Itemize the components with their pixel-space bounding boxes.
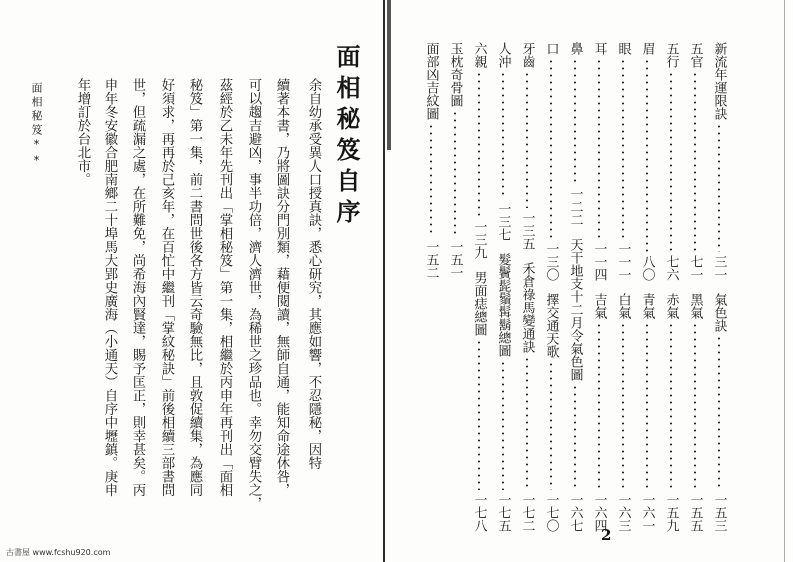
preface-column: 申年冬安徽合肥南鄉二十埠馬大郢史廣海（小通天）自序中壢鎮。庚申 [102,78,117,497]
toc-entry[interactable] [494,253,513,532]
toc-dot-leader [430,123,432,237]
book-spine-shadow-fold [387,0,391,150]
toc-column [517,42,537,532]
toc-label: 禾倉祿馬變通訣 [519,261,535,353]
toc-dot-leader [502,71,504,199]
toc-page-number: 一三五 [519,210,535,250]
toc-entry[interactable] [470,271,489,532]
toc-entry[interactable] [542,293,561,532]
preface-column: 余自幼承受異人口授真訣，悉心研究，其應如響，不忍隱秘，因特 [306,78,321,470]
toc-entry[interactable] [542,42,561,281]
toc-entry[interactable] [566,238,585,532]
toc-entry[interactable] [494,42,513,241]
toc-entry[interactable] [686,42,705,281]
toc-dot-leader [670,71,672,252]
toc-column [565,42,585,532]
toc-label: 青氣 [639,293,655,319]
toc-page-number: 一六一 [639,493,655,532]
toc-entry[interactable] [710,42,729,281]
toc-dot-leader [550,361,552,490]
toc-dot-leader [718,123,720,252]
toc-entry[interactable] [446,42,465,279]
toc-dot-leader [502,360,504,490]
toc-column [589,42,609,532]
toc-label: 五行 [663,42,679,68]
toc-page-number: 一五三 [711,493,727,532]
toc-dot-leader [478,339,480,490]
toc-label: 六親 [471,42,487,68]
toc-page-number: 一五一 [447,240,463,279]
toc-label: 赤氣 [663,293,679,319]
toc-entry[interactable] [614,293,633,532]
toc-label: 口 [543,42,559,55]
toc-page-number: 一七五 [495,493,511,532]
toc-page-number: 七六 [663,255,679,281]
toc-label: 吉氣 [591,293,607,319]
toc-label: 氣色訣 [711,293,727,332]
toc-label: 眉 [639,42,655,55]
toc-page-number: 一三九 [471,220,487,260]
toc-entry[interactable] [662,42,681,281]
book-spine-shadow [383,0,385,562]
toc-dot-leader [622,322,624,490]
toc-dot-leader [550,58,552,239]
toc-entry[interactable] [590,293,609,532]
page-number: 2 [601,526,612,544]
toc-label: 耳 [591,42,607,55]
toc-label: 面部凶吉紋圖 [423,42,439,120]
preface-column: 續著本書，乃將圖訣分門別類，藉便閱讀，無師自通，能知命途休咎， [274,78,289,497]
toc-entry[interactable] [470,42,489,259]
toc-label: 新流年運限訣 [711,42,727,120]
toc-dot-leader [574,384,576,490]
toc-dot-leader [478,71,480,217]
toc-dot-leader [646,58,648,252]
toc-label: 鼻 [567,42,583,55]
site-watermark: 古書屋 www.fcshu920.com [6,548,111,557]
toc-label: 玉枕奇骨圖 [447,42,463,107]
toc-page-number: 一六七 [567,493,583,532]
toc-entry[interactable] [590,42,609,281]
toc-entry[interactable] [638,293,657,532]
toc-entry[interactable] [566,42,585,226]
toc-page-number: 八〇 [639,255,655,281]
toc-entry[interactable] [710,293,729,532]
toc-column [469,42,489,532]
toc-column [709,42,729,532]
toc-label: 牙齒 [519,42,535,68]
preface-column: 年增訂於台北市。 [75,78,90,186]
preface-title: 面相秘笈自序 [332,44,361,230]
toc-dot-leader [694,322,696,490]
toc-dot-leader [670,322,672,490]
toc-label: 眼 [615,42,631,55]
toc-label: 男面痣總圖 [471,271,487,337]
toc-entry[interactable] [686,293,705,532]
toc-entry[interactable] [518,262,537,532]
toc-page-number: 一七八 [471,493,487,532]
preface-column: 秘笈」第一集，前二書問世後各方皆云奇驗無比，且敦促續集，為應同 [187,78,202,497]
toc-column [541,42,561,532]
toc-page-number: 一三〇 [543,242,559,281]
toc-page-number: 一五九 [663,493,679,532]
toc-dot-leader [526,71,528,208]
toc-label: 人沖 [495,42,511,68]
toc-dot-leader [598,58,600,239]
toc-label: 髮鬢髭鬚髯鬍總圖 [495,253,511,358]
toc-column [637,42,657,532]
toc-page-number: 一一一 [615,242,631,281]
toc-column [421,42,441,532]
toc-page-number: 一七〇 [543,493,559,532]
toc-dot-leader [646,322,648,490]
toc-label: 白氣 [615,293,631,319]
toc-page-number: 一六四 [591,493,607,532]
toc-dot-leader [694,71,696,252]
toc-dot-leader [622,58,624,239]
toc-label: 五官 [687,42,703,68]
toc-page-number: 一三七 [495,202,511,242]
toc-column [661,42,681,532]
toc-page-number: 三一 [711,255,727,281]
toc-dot-leader [718,335,720,490]
toc-entry[interactable] [614,42,633,281]
toc-entry[interactable] [662,293,681,532]
toc-label: 黑氣 [687,293,703,319]
toc-dot-leader [526,356,528,490]
toc-page-number: 一二二 [567,186,583,226]
toc-page-number: 一六三 [615,493,631,532]
toc-page-number: 七一 [687,255,703,281]
toc-page-number: 一七二 [519,493,535,532]
preface-column: 茲經於乙未年先刊出「掌相秘笈」第一集，相繼於丙申年再刊出「面相 [217,78,232,497]
toc-entry[interactable] [638,42,657,281]
preface-column: 好須求，再再於己亥年，在百忙中繼刊「掌紋秘訣」前後相續三部書問 [159,78,174,497]
toc-dot-leader [574,58,576,184]
toc-page-number: 一五五 [687,493,703,532]
running-title: 面相秘笈** [30,82,43,170]
preface-column: 世，但疏漏之處，在所難免，尚希海內賢達，賜予匡正，則幸甚矣。丙 [130,78,145,497]
toc-column [445,42,465,532]
toc-column [493,42,513,532]
toc-page-number: 一五二 [423,240,439,279]
toc-column [613,42,633,532]
toc-column [685,42,705,532]
toc-entry[interactable] [422,42,441,279]
toc-dot-leader [598,322,600,490]
toc-label: 天干地支十二月令氣色圖 [567,237,583,381]
toc-entry[interactable] [518,42,537,250]
toc-dot-leader [454,110,456,237]
toc-label: 擇交通天歌 [543,293,559,358]
toc-page-number: 一一四 [591,242,607,281]
scan-edge-line [784,0,785,562]
preface-column: 可以趨吉避凶，事半功倍，濟人濟世，為稀世之珍品也。幸勿交臂失之， [246,78,261,510]
